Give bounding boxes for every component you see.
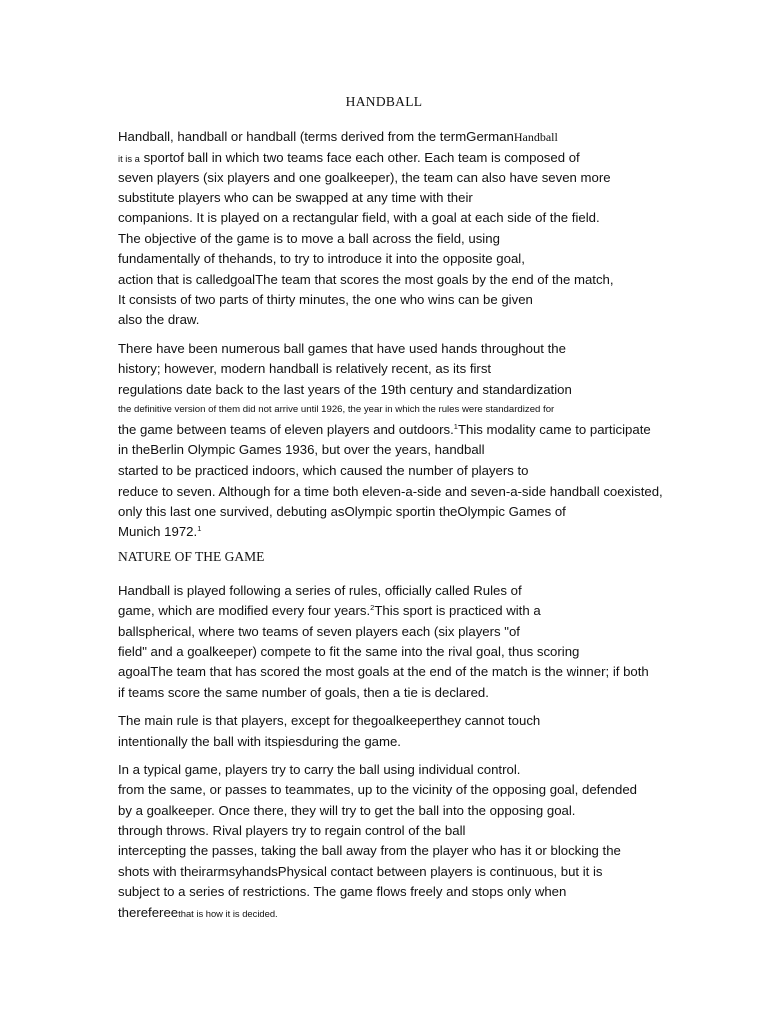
text-line: from the same, or passes to teammates, up to the vicinity of the opposing goal, defended: [118, 782, 638, 797]
text-line: [118, 150, 580, 167]
text-span: This sport is practiced with a: [374, 603, 541, 618]
text-line: shots with theirarmsyhandsPhysical contact between players is continuous, but it is: [118, 864, 603, 879]
text-line: [118, 905, 278, 922]
text-line: ballspherical, where two teams of seven players each (six players "of: [118, 624, 520, 639]
text-span: it is a: [118, 153, 140, 164]
text-line: Handball is played following a series of rules, officially called Rules of: [118, 583, 522, 598]
text-span: game, which are modified every four years.: [118, 603, 371, 618]
text-span: that is how it is decided.: [178, 908, 278, 919]
text-line: [118, 524, 201, 540]
text-line: agoalThe team that has scored the most goals at the end of the match is the winner; if both: [118, 664, 649, 679]
text-line: started to be practiced indoors, which caused the number of players to: [118, 463, 529, 478]
text-line: also the draw.: [118, 312, 200, 327]
text-span: Munich 1972.: [118, 524, 198, 539]
text-line: companions. It is played on a rectangular field, with a goal at each side of the field.: [118, 210, 600, 225]
footnote-ref: 1: [197, 524, 202, 533]
text-line: In a typical game, players try to carry the ball using individual control.: [118, 762, 521, 777]
text-line: seven players (six players and one goalkeeper), the team can also have seven more: [118, 170, 611, 185]
text-line: substitute players who can be swapped at any time with their: [118, 190, 473, 205]
text-line: intentionally the ball with itspiesduring the game.: [118, 734, 401, 749]
text-line: only this last one survived, debuting asOlympic sportin theOlympic Games of: [118, 504, 566, 519]
text-line: the definitive version of them did not arrive until 1926, the year in which the rules were standardized for: [118, 404, 555, 415]
text-line: [118, 129, 558, 145]
section-heading: NATURE OF THE GAME: [118, 549, 265, 564]
text-span: sportof ball in which two teams face each other. Each team is composed of: [143, 150, 580, 165]
text-line: subject to a series of restrictions. The game flows freely and stops only when: [118, 884, 567, 899]
text-line: through throws. Rival players try to regain control of the ball: [118, 823, 466, 838]
text-line: There have been numerous ball games that have used hands throughout the: [118, 341, 566, 356]
text-line: fundamentally of thehands, to try to introduce it into the opposite goal,: [118, 251, 525, 266]
text-span: Handball, handball or handball (terms derived from the termGerman: [118, 129, 514, 144]
german-term: Handball: [513, 130, 558, 144]
footnote-ref: 2: [370, 603, 375, 612]
text-line: if teams score the same number of goals, then a tie is declared.: [118, 685, 489, 700]
text-line: [118, 603, 541, 619]
text-line: action that is calledgoalThe team that scores the most goals by the end of the match,: [118, 272, 614, 287]
text-line: reduce to seven. Although for a time both eleven-a-side and seven-a-side handball coexisted,: [118, 484, 663, 499]
text-span: thereferee: [118, 905, 179, 920]
text-line: The main rule is that players, except for thegoalkeeperthey cannot touch: [118, 713, 541, 728]
text-line: in theBerlin Olympic Games 1936, but over the years, handball: [118, 442, 485, 457]
text-line: It consists of two parts of thirty minutes, the one who wins can be given: [118, 292, 533, 307]
text-line: [118, 422, 651, 438]
text-line: intercepting the passes, taking the ball away from the player who has it or blocking the: [118, 843, 621, 858]
text-line: field" and a goalkeeper) compete to fit the same into the rival goal, thus scoring: [118, 644, 580, 659]
text-line: history; however, modern handball is relatively recent, as its first: [118, 361, 492, 376]
text-span: the game between teams of eleven players and outdoors.: [118, 422, 454, 437]
footnote-ref: 1: [453, 422, 458, 431]
text-line: regulations date back to the last years of the 19th century and standardization: [118, 382, 572, 397]
text-line: by a goalkeeper. Once there, they will try to get the ball into the opposing goal.: [118, 803, 576, 818]
text-span: This modality came to participate: [457, 422, 651, 437]
document-title: HANDBALL: [345, 94, 423, 109]
text-line: The objective of the game is to move a ball across the field, using: [118, 231, 500, 246]
